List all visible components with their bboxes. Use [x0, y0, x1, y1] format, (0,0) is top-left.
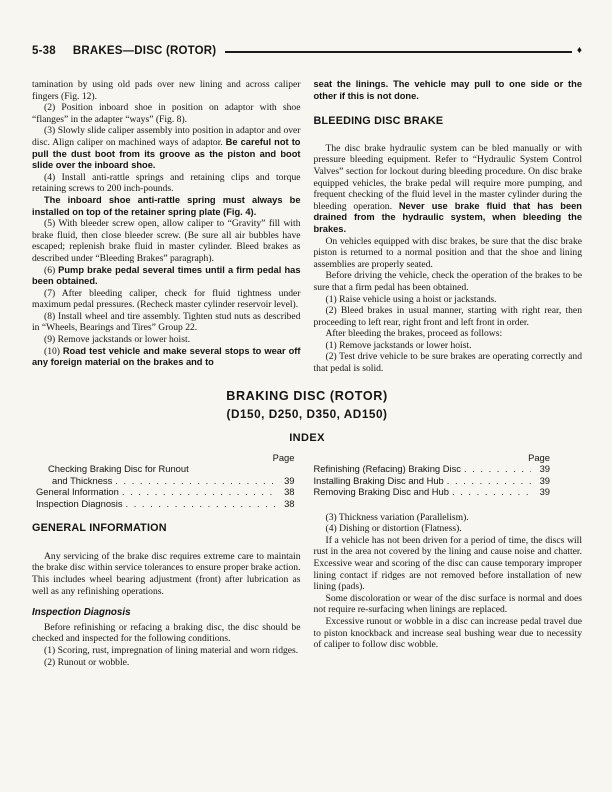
index-entry — [314, 486, 551, 498]
text-run: (2) Runout or wobble. — [44, 656, 130, 668]
index-entry — [36, 475, 295, 487]
paragraph — [32, 265, 301, 288]
text-run: (2) Test drive vehicle to be sure brakes are operating correctly and that pedal is solid. — [313, 351, 582, 375]
text-run: (8) Install wheel and tire assembly. Tighten stud nuts as described in “Wheels, Bearings and Tires” Group 22. — [32, 310, 301, 334]
text-run: (4) Install anti-rattle springs and retaining clips and torque retaining screws to 200 inch-pounds. — [32, 171, 301, 195]
dot-leader — [447, 475, 531, 487]
index-entry-label: Inspection Diagnosis — [36, 497, 123, 509]
text-run: tamination by using old pads over new lining and across caliper fingers (Fig. 12). — [32, 79, 301, 102]
bold-text-run: Be careful not to pull the dust boot from its groove as the piston and boot slide over the inboard shoe. — [32, 136, 301, 171]
section-title-block — [32, 390, 582, 444]
paragraph — [32, 334, 301, 346]
bold-text-run: The inboard shoe anti-rattle spring must always be installed on top of the retainer spring plate (Fig. 4). — [32, 194, 301, 217]
inspection-continued-section — [314, 512, 583, 651]
index-entry-page: 39 — [539, 486, 550, 498]
paragraph — [314, 535, 583, 593]
general-information-section — [32, 523, 301, 668]
index-entry-label: Refinishing (Refacing) Braking Disc — [313, 463, 461, 475]
paragraph — [314, 270, 583, 293]
subsection-heading — [32, 607, 301, 619]
index-left-entries — [36, 463, 295, 509]
text-run: Some discoloration or wear of the disc surface is normal and does not require re-surfacing when linings are replaced. — [313, 592, 582, 616]
paragraph — [314, 328, 583, 340]
bold-text-run: Pump brake pedal several times until a firm pedal has been obtained. — [32, 264, 301, 287]
paragraph — [32, 172, 301, 195]
page-header — [32, 44, 582, 58]
paragraph — [314, 294, 583, 306]
index-entry-page: 39 — [284, 474, 295, 486]
text-run: (4) Dishing or distortion (Flatness). — [325, 523, 462, 535]
paragraph — [314, 340, 583, 352]
index-entry-page: 38 — [284, 497, 295, 509]
paragraph — [314, 351, 583, 374]
index-entry-label: and Thickness — [52, 474, 113, 486]
paragraph — [32, 195, 301, 218]
paragraph — [314, 143, 583, 236]
right-column — [314, 79, 583, 375]
index-page-label: Page — [528, 451, 550, 463]
section-heading — [314, 116, 583, 128]
text-run: (9) Remove jackstands or lower hoist. — [44, 334, 191, 346]
bold-text-run: Road test vehicle and make several stops to wear off any foreign material on the brakes and to — [32, 345, 301, 368]
paragraph — [32, 79, 301, 102]
paragraph — [314, 523, 583, 535]
text-run: (3) Thickness variation (Parallelism). — [325, 511, 469, 523]
paragraph — [32, 311, 301, 334]
bold-text-run: seat the linings. The vehicle may pull to one side or the other if this is not done. — [313, 79, 582, 101]
lower-right-column — [314, 452, 583, 668]
text-run: On vehicles equipped with disc brakes, be sure that the disc brake piston is returned to a normal position and that the shoe and lining assemblies are properly seated. — [313, 235, 582, 270]
text-run: (6) — [44, 264, 59, 276]
text-run: BLEEDING DISC BRAKE — [313, 115, 444, 128]
text-run: (1) Raise vehicle using a hoist or jackstands. — [325, 293, 497, 305]
bold-text-run: Never use brake fluid that has been drained from the hydraulic system, when bleeding the brakes. — [313, 200, 582, 234]
paragraph — [32, 657, 301, 669]
text-run: If a vehicle has not been driven for a period of time, the discs will rust in the area not covered by the lining and cause noise and chatter. Excessive wear and scoring of the disc can cause temporary improper lining contact if ridges are not removed before installation of new lining (pads). — [313, 534, 582, 593]
paragraph — [32, 346, 301, 369]
index-right-entries — [314, 463, 551, 498]
paragraph — [32, 622, 301, 645]
text-run: Inspection Diagnosis — [32, 607, 131, 619]
lower-columns — [32, 452, 582, 668]
text-run: Before refinishing or refacing a braking disc, the disc should be checked and inspected for the following conditions. — [32, 621, 301, 645]
left-column — [32, 79, 301, 375]
paragraph — [314, 593, 583, 616]
text-run: After bleeding the brakes, proceed as follows: — [325, 328, 503, 340]
paragraph — [314, 512, 583, 524]
paragraph — [32, 125, 301, 171]
paragraph — [32, 645, 301, 657]
section-title: BRAKING DISC (ROTOR) — [226, 388, 388, 403]
page-title: BRAKES—DISC (ROTOR) — [72, 45, 217, 57]
paragraph — [314, 79, 583, 102]
paragraph — [32, 218, 301, 264]
index-entry — [36, 498, 295, 510]
text-run: (1) Remove jackstands or lower hoist. — [325, 339, 472, 351]
dot-leader — [115, 475, 275, 487]
index-title: INDEX — [289, 431, 325, 444]
index-entry-page: 39 — [539, 474, 550, 486]
text-run: (7) After bleeding caliper, check for fluid tightness under maximum pedal pressures. (Recheck master cylinder reservoir level). — [32, 287, 301, 311]
index-entry — [314, 463, 551, 475]
section-heading — [32, 523, 301, 535]
text-run: (2) Bleed brakes in usual manner, starting with right rear, then proceeding to left rear, right front and left front in order. — [313, 305, 582, 328]
text-run: (10) — [44, 345, 63, 357]
paragraph — [314, 236, 583, 271]
index-entry-label: General Information — [36, 486, 119, 498]
diamond-icon: ♦ — [576, 45, 582, 56]
text-run: GENERAL INFORMATION — [32, 522, 167, 535]
text-run: Any servicing of the brake disc requires extreme care to maintain the brake disc within service tolerances to ensure proper brake action. This includes wheel bearing adjustment (front) after lubrication as well as any refinishing operations. — [32, 550, 301, 597]
index-entry — [314, 475, 551, 487]
text-run: (5) With bleeder screw open, allow caliper to “Gravity” fill with brake fluid, then close bleeder screw. (Be sure all air bubbles have escaped; replenish brake fluid in master cylinder. Bleed brakes as described under “Bleeding Brakes” paragraph). — [32, 218, 301, 264]
index-entry — [36, 486, 295, 498]
paragraph — [314, 305, 583, 328]
index-page-label: Page — [272, 451, 295, 463]
top-columns — [32, 79, 582, 375]
dot-leader — [452, 486, 531, 498]
dot-leader — [464, 463, 531, 475]
header-rule — [225, 51, 572, 53]
paragraph — [32, 551, 301, 597]
index-left — [32, 452, 301, 510]
section-subtitle: (D150, D250, D350, AD150) — [226, 406, 388, 421]
text-run: Before driving the vehicle, check the operation of the brakes to be sure that a firm pedal has been obtained. — [313, 270, 582, 293]
index-entry-line: Checking Braking Disc for Runout — [48, 463, 189, 475]
text-run: The disc brake hydraulic system can be bled manually or with pressure bleeding equipment. Refer to “Hydraulic System Control Valves” section for lockout during bleeding procedure. On disc brake equipped vehicles, the brake pedal will require more pumping, and frequent checking of the fluid level in the master cylinder during the bleeding operation. — [313, 142, 582, 212]
index-entry-label: Removing Braking Disc and Hub — [313, 486, 449, 498]
paragraph — [32, 288, 301, 311]
index-entry-label: Installing Braking Disc and Hub — [313, 474, 444, 486]
index-right — [314, 452, 583, 498]
lower-left-column — [32, 452, 301, 668]
paragraph — [32, 102, 301, 125]
page-number: 5-38 — [32, 45, 56, 57]
dot-leader — [122, 486, 276, 498]
paragraph — [314, 616, 583, 651]
text-run: (1) Scoring, rust, impregnation of lining material and worn ridges. — [44, 644, 299, 656]
text-run: (3) Slowly slide caliper assembly into position in adaptor and over disc. Align caliper on machined ways of adaptor. — [32, 125, 301, 148]
index-entry-page: 38 — [284, 486, 295, 498]
index-entry-page: 39 — [539, 463, 550, 475]
text-run: (2) Position inboard shoe in position on adaptor with shoe “flanges” in the adapter “ways” (Fig. 8). — [32, 102, 301, 125]
text-run: Excessive runout or wobble in a disc can increase pedal travel due to piston knockback and increase seal bushing wear due to necessity of caliper to follow disc wobble. — [313, 616, 582, 651]
dot-leader — [126, 498, 276, 510]
